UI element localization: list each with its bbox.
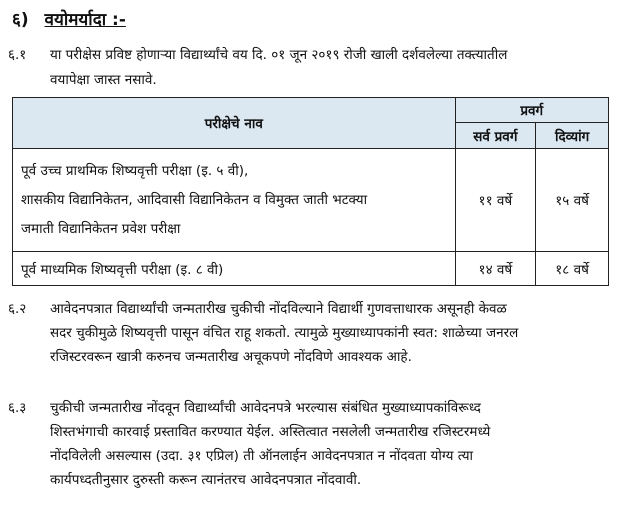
para-6-1-line: वयापेक्षा जास्त नसावे. bbox=[50, 72, 157, 88]
para-6-3-line: नोंदविलेली असल्यास (उदा. ३१ एप्रिल) ती ऑनलाईन आवेदनपत्रात न नोंदवता योग्य त्या bbox=[50, 448, 474, 464]
para-6-3 bbox=[50, 396, 598, 492]
table-row bbox=[13, 252, 609, 286]
age-divyang-cell: १५ वर्षे bbox=[536, 149, 609, 252]
age-all-cell: १४ वर्षे bbox=[455, 252, 536, 286]
header-exam-name: परीक्षेचे नाव bbox=[13, 98, 456, 149]
para-6-3-number: ६.३ bbox=[8, 400, 27, 416]
para-6-1-number: ६.१ bbox=[8, 47, 27, 63]
exam-name-line: शासकीय विद्यानिकेतन, आदिवासी विद्यानिकेतन व विमुक्त जाती भटक्या bbox=[21, 191, 368, 208]
age-all-cell: ११ वर्षे bbox=[455, 149, 536, 252]
para-6-3-line: शिस्तभंगाची कारवाई प्रस्तावित करण्यात येईल. अस्तित्वात नसलेली जन्मतारीख रजिस्टरमध्ये bbox=[50, 424, 491, 440]
section-heading bbox=[12, 7, 126, 30]
para-6-3-line: चुकीची जन्मतारीख नोंदवून विद्यार्थ्यांची आवेदनपत्रे भरल्यास संबंधित मुख्याध्यापकांविरूध्द bbox=[50, 400, 481, 416]
exam-name-line: जमाती विद्यानिकेतन प्रवेश परीक्षा bbox=[21, 220, 181, 237]
para-6-2-number: ६.२ bbox=[8, 301, 27, 317]
para-6-2-line: आवेदनपत्रात विद्यार्थ्यांची जन्मतारीख चुकीची नोंदविल्याने विद्यार्थी गुणवत्ताधारक असूनही केवळ bbox=[50, 301, 507, 317]
table-row bbox=[13, 149, 609, 252]
header-category: प्रवर्ग bbox=[455, 98, 608, 123]
para-6-1 bbox=[50, 45, 610, 65]
header-divyang: दिव्यांग bbox=[536, 123, 609, 149]
section-title: वयोमर्यादा :- bbox=[44, 10, 126, 30]
exam-name-line: पूर्व उच्च प्राथमिक शिष्यवृत्ती परीक्षा (इ. ५ वी), bbox=[21, 162, 249, 179]
para-6-2-line: रजिस्टरवरून खात्री करुनच जन्मतारीख अचूकपणे नोंदविणे आवश्यक आहे. bbox=[50, 349, 412, 365]
age-limit-table bbox=[12, 97, 609, 286]
exam-name-cell: पूर्व माध्यमिक शिष्यवृत्ती परीक्षा (इ. ८ वी) bbox=[13, 252, 456, 286]
para-6-1-cont bbox=[50, 70, 157, 90]
para-6-3-line: कार्यपध्दतीनुसार दुरुस्ती करून त्यानंतरच आवेदनपत्रात नोंदवावी. bbox=[50, 472, 362, 488]
header-all-categories: सर्व प्रवर्ग bbox=[455, 123, 536, 149]
para-6-2-line: सदर चुकीमुळे शिष्यवृत्ती पासून वंचित राहू शकतो. त्यामुळे मुख्याध्यापकांनी स्वत: शाळेच्या जनरल bbox=[50, 325, 519, 341]
section-number: ६) bbox=[12, 10, 29, 30]
exam-name-cell bbox=[13, 149, 456, 252]
age-divyang-cell: १८ वर्षे bbox=[536, 252, 609, 286]
para-6-2 bbox=[50, 297, 598, 369]
para-6-1-line: या परीक्षेस प्रविष्ट होणाऱ्या विद्यार्थ्यांचे वय दि. ०१ जून २०१९ रोजी खाली दर्शवलेल्या तक्त्यातील bbox=[50, 47, 508, 63]
